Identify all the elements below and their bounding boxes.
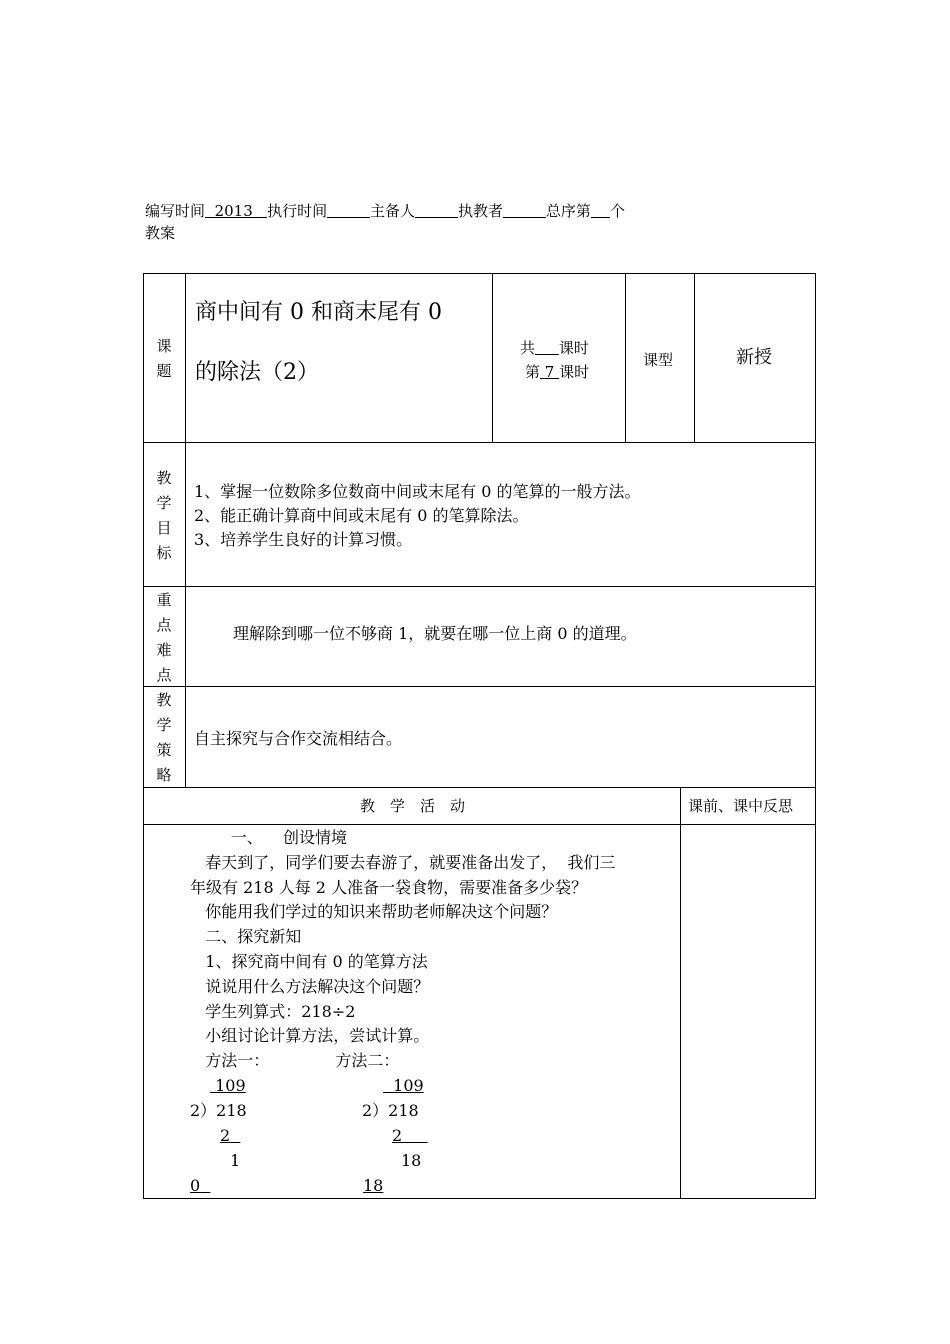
topic-label-char: 题 <box>156 362 172 380</box>
topic-label-char: 课 <box>156 337 172 355</box>
method1-quotient: 109 <box>215 1076 246 1095</box>
total-hours <box>520 336 589 360</box>
goals-label-char: 教 <box>156 469 172 487</box>
total-order-blank <box>591 202 610 220</box>
method1-step2: 1 <box>230 1151 241 1170</box>
lesson-plan-label: 教案 <box>145 224 176 242</box>
goals-label-char: 目 <box>156 519 172 537</box>
preparer-blank <box>415 202 458 220</box>
unit-suffix: 个 <box>609 202 625 220</box>
total-hours-blank <box>535 339 559 357</box>
table-border <box>492 273 493 443</box>
activity-line: 小组讨论计算方法，尝试计算。 <box>190 1026 430 1046</box>
teacher-blank <box>503 202 546 220</box>
nth-value: 7 <box>544 363 555 381</box>
method2-dividend: 2）218 <box>362 1101 419 1120</box>
nth-hour <box>525 360 589 384</box>
method1-step1: 2 <box>220 1126 231 1145</box>
key-points-label-char: 重 <box>156 591 172 609</box>
write-time-value: 2013 <box>214 202 253 220</box>
total-hours-prefix: 共 <box>520 339 536 357</box>
lesson-title <box>195 283 442 403</box>
exec-time-label: 执行时间 <box>267 202 328 220</box>
total-order-label: 总序第 <box>545 202 591 220</box>
strategy-label-char: 教 <box>156 691 172 709</box>
preparer-label: 主备人 <box>370 202 416 220</box>
lesson-type-value: 新授 <box>736 347 772 368</box>
total-hours-suffix: 课时 <box>558 339 589 357</box>
key-points-label <box>143 588 185 688</box>
method1-step3: 0 <box>190 1176 201 1195</box>
method1-dividend: 2）218 <box>190 1101 247 1120</box>
activity-line: 方法一： 方法二： <box>190 1051 400 1071</box>
lesson-title-line2: 的除法（2） <box>195 360 319 385</box>
method2-step2: 18 <box>401 1151 422 1170</box>
activity-line: 一、 创设情境 <box>190 828 348 847</box>
table-border <box>143 686 816 687</box>
table-border <box>143 273 816 274</box>
activity-line: 1、探究商中间有 0 的笔算方法 <box>190 951 428 971</box>
goals-label-char: 标 <box>156 544 172 562</box>
strategy-label-char: 略 <box>156 766 172 784</box>
nth-prefix: 第 <box>525 363 541 381</box>
goals-list <box>194 480 641 552</box>
table-border <box>143 1198 816 1199</box>
method2-quotient: 109 <box>393 1076 424 1095</box>
activity-line: 年级有 218 人每 2 人准备一袋食物，需要准备多少袋？ <box>190 877 588 897</box>
key-points-label-char: 难 <box>156 641 172 659</box>
method2-step3: 18 <box>363 1176 384 1195</box>
activities-header: 教 学 活 动 <box>360 797 466 815</box>
table-border <box>625 273 626 443</box>
reflection-header: 课前、课中反思 <box>688 797 794 815</box>
method2-step1: 2 <box>392 1126 403 1145</box>
strategy-label <box>143 688 185 788</box>
key-points-label-char: 点 <box>156 666 172 684</box>
activity-line: 二、探究新知 <box>190 927 302 947</box>
activity-line: 春天到了，同学们要去春游了，就要准备出发了， 我们三 <box>190 852 616 872</box>
lesson-title-line1: 商中间有 0 和商末尾有 0 <box>195 300 442 325</box>
activity-line: 学生列算式：218÷2 <box>190 1001 356 1021</box>
document-header <box>145 200 625 244</box>
key-points-text: 理解除到哪一位不够商 1，就要在哪一位上商 0 的道理。 <box>233 624 637 643</box>
table-border <box>143 824 816 825</box>
goal-item: 1、掌握一位数除多位数商中间或末尾有 0 的笔算的一般方法。 <box>194 482 641 501</box>
activity-line: 你能用我们学过的知识来帮助老师解决这个问题？ <box>190 902 558 922</box>
table-border <box>143 787 816 788</box>
teacher-label: 执教者 <box>457 202 503 220</box>
lesson-hours <box>520 336 589 384</box>
goals-label <box>143 466 185 566</box>
table-border <box>680 787 681 1199</box>
strategy-label-char: 学 <box>156 716 172 734</box>
strategy-label-char: 策 <box>156 741 172 759</box>
write-time-label: 编写时间 <box>145 202 206 220</box>
strategy-text: 自主探究与合作交流相结合。 <box>194 729 403 748</box>
table-border <box>185 273 186 788</box>
table-border <box>815 273 816 1199</box>
topic-label <box>143 334 185 384</box>
table-border <box>143 442 816 443</box>
table-border <box>694 273 695 443</box>
table-border <box>143 586 816 587</box>
lesson-type-label: 课型 <box>643 351 674 369</box>
exec-time-blank <box>327 202 370 220</box>
nth-suffix: 课时 <box>559 363 590 381</box>
goals-label-char: 学 <box>156 494 172 512</box>
activity-line: 说说用什么方法解决这个问题？ <box>190 976 430 996</box>
activities-content <box>190 826 615 1074</box>
goal-item: 3、培养学生良好的计算习惯。 <box>194 530 413 549</box>
key-points-label-char: 点 <box>156 616 172 634</box>
goal-item: 2、能正确计算商中间或末尾有 0 的笔算除法。 <box>194 506 529 525</box>
